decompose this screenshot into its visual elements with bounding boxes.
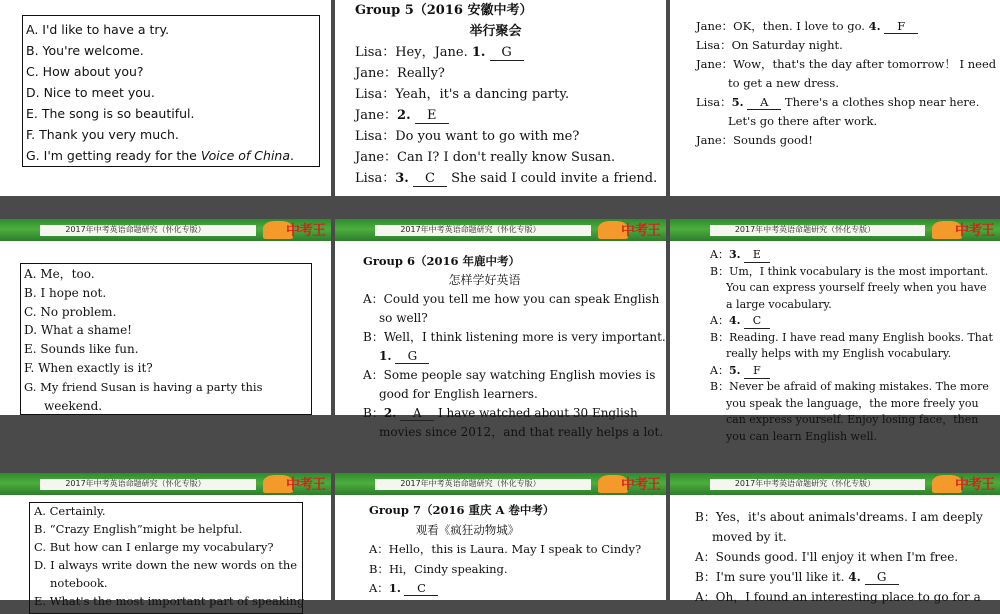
header-bar bbox=[670, 219, 1000, 241]
option-g: G. I'm getting ready for the Voice of China. bbox=[26, 148, 294, 163]
option-e: E. Sounds like fun. bbox=[24, 342, 139, 357]
option-g-cont: weekend. bbox=[44, 398, 103, 413]
dialog-line: B：Yes，it's about animals'dreams. I am deeply bbox=[695, 510, 983, 524]
dialog-line: Lisa：5. A There's a clothes shop near here. bbox=[696, 95, 980, 109]
slide-panel-1 bbox=[0, 0, 331, 196]
option-g: G. My friend Susan is having a party this bbox=[24, 379, 263, 394]
dialog-line: A：3. E bbox=[710, 247, 1000, 264]
dialog-line: Lisa：Yeah，it's a dancing party. bbox=[355, 87, 570, 102]
dialog-line: Jane：OK，then. I love to go. 4. F bbox=[696, 17, 1000, 36]
dialog-line: Lisa：On Saturday night. bbox=[696, 38, 843, 52]
option-b: B. I hope not. bbox=[24, 285, 107, 300]
dialog-line: you can learn English well. bbox=[726, 429, 878, 443]
dialog-line: A：Hello，this is Laura. May I speak to Cindy? bbox=[369, 542, 642, 556]
option-e: E. What's the most important part of speaking bbox=[34, 594, 305, 608]
header-text: 2017年中考英语命题研究（怀化专版） bbox=[65, 479, 206, 488]
dialog-line: A：5. F bbox=[710, 363, 1000, 380]
dialog-line: can express yourself. Enjoy losing face，then bbox=[726, 413, 979, 426]
dialog-line: You can express yourself freely when you have bbox=[726, 281, 987, 294]
dialog-line: B：Reading. I have read many English books. That bbox=[710, 330, 993, 344]
option-f: F. Thank you very much. bbox=[26, 127, 179, 142]
dialog-line: B：I'm sure you'll like it. 4. G bbox=[695, 567, 1000, 587]
slide-panel-9 bbox=[670, 473, 1000, 604]
dialog-line: A：4. C bbox=[710, 313, 1000, 330]
logo: 中考王 bbox=[286, 223, 325, 239]
slide-panel-4 bbox=[0, 219, 331, 415]
topic-title: 观看《疯狂动物城》 bbox=[415, 522, 520, 537]
dialog-line: B：Hi，Cindy speaking. bbox=[369, 561, 508, 576]
option-b: B. You're welcome. bbox=[26, 43, 144, 58]
group-title: Group 7（2016 重庆 A 卷中考） bbox=[369, 503, 555, 517]
option-f: F. When exactly is it? bbox=[24, 360, 153, 375]
dialog-line: Jane：2. E bbox=[355, 105, 666, 126]
dialog-line: 1. G bbox=[363, 347, 666, 366]
option-d-cont: notebook. bbox=[50, 576, 108, 590]
option-c: C. How about you? bbox=[26, 64, 144, 79]
dialog-line: movies since 2012，and that really helps a lot. bbox=[379, 425, 664, 439]
option-b: B. “Crazy English”might be helpful. bbox=[34, 522, 243, 536]
option-c: C. But how can I enlarge my vocabulary? bbox=[34, 540, 274, 554]
option-a: A. Me，too. bbox=[24, 267, 95, 281]
dialog-line: Lisa：Do you want to go with me? bbox=[355, 129, 580, 144]
dialog-line: A：Sounds good. I'll enjoy it when I'm free. bbox=[695, 550, 959, 564]
header-text: 2017年中考英语命题研究（怀化专版） bbox=[400, 479, 541, 488]
dialog-line: good for English learners. bbox=[379, 387, 538, 401]
dialog-line: really helps with my English vocabulary. bbox=[726, 347, 952, 360]
header-text: 2017年中考英语命题研究（怀化专版） bbox=[400, 225, 541, 234]
logo: 中考王 bbox=[621, 477, 660, 493]
slide-panel-3 bbox=[670, 0, 1000, 196]
dialog-line: so well? bbox=[379, 311, 428, 325]
option-d: D. What a shame! bbox=[24, 323, 132, 338]
header-bar bbox=[670, 473, 1000, 495]
dialog-line: A：Oh，I found an interesting place to go for a bbox=[695, 590, 981, 604]
dialog-line: Let's go there after work. bbox=[728, 114, 878, 128]
logo: 中考王 bbox=[286, 477, 325, 493]
header-text: 2017年中考英语命题研究（怀化专版） bbox=[734, 479, 876, 488]
dialog-line: Lisa：Hey，Jane. 1. G bbox=[355, 42, 666, 63]
dialog-line: Jane：Really? bbox=[355, 66, 445, 81]
group-title: Group 5（2016 安徽中考） bbox=[355, 3, 533, 18]
option-d: D. Nice to meet you. bbox=[26, 85, 155, 100]
dialog-line: Lisa：3. C She said I could invite a friend. bbox=[355, 171, 658, 186]
option-e: E. The song is so beautiful. bbox=[26, 106, 195, 121]
logo: 中考王 bbox=[955, 477, 994, 493]
logo: 中考王 bbox=[955, 223, 994, 239]
dialog-line: B：Um，I think vocabulary is the most important. bbox=[710, 264, 989, 278]
dialog-line: A：1. C bbox=[369, 579, 666, 599]
topic-title: 怎样学好英语 bbox=[448, 273, 521, 287]
header-text: 2017年中考英语命题研究（怀化专版） bbox=[734, 225, 876, 234]
topic-title: 举行聚会 bbox=[469, 24, 522, 39]
option-a: A. Certainly. bbox=[34, 504, 106, 518]
dialog-line: to get a new dress. bbox=[728, 76, 839, 90]
header-bar bbox=[0, 219, 331, 241]
group-title: Group 6（2016 年鹿中考） bbox=[363, 254, 520, 268]
option-a: A. I'd like to have a try. bbox=[26, 22, 170, 37]
dialog-line: Jane：Sounds good! bbox=[696, 133, 813, 147]
header-bar bbox=[0, 473, 331, 495]
header-text: 2017年中考英语命题研究（怀化专版） bbox=[65, 225, 206, 234]
dialog-line: B：Never be afraid of making mistakes. The more bbox=[710, 380, 989, 393]
slide-panel-5 bbox=[335, 219, 666, 439]
dialog-line: A：Could you tell me how you can speak English bbox=[363, 292, 660, 306]
dialog-line: Jane：Wow，that's the day after tomorrow！ I need bbox=[696, 57, 997, 71]
slide-panel-2 bbox=[335, 0, 666, 196]
slide-panel-6 bbox=[670, 219, 1000, 443]
header-bar bbox=[335, 473, 666, 495]
dialog-line: B：Well，I think listening more is very important. bbox=[363, 330, 666, 344]
logo: 中考王 bbox=[621, 223, 660, 239]
slide-panel-7 bbox=[0, 473, 331, 608]
dialog-line: A：Some people say watching English movies is bbox=[363, 368, 656, 382]
header-bar bbox=[335, 219, 666, 241]
slide-panel-8 bbox=[335, 473, 666, 600]
dialog-line: moved by it. bbox=[712, 530, 787, 544]
dialog-line: Jane：Can I? I don't really know Susan. bbox=[355, 150, 616, 165]
option-c: C. No problem. bbox=[24, 304, 117, 319]
dialog-line: you speak the language，the more freely you bbox=[726, 396, 979, 410]
dialog-line: B：2. A I have watched about 30 English bbox=[363, 406, 638, 420]
dialog-line: a large vocabulary. bbox=[726, 297, 832, 311]
option-d: D. I always write down the new words on the bbox=[34, 558, 298, 572]
